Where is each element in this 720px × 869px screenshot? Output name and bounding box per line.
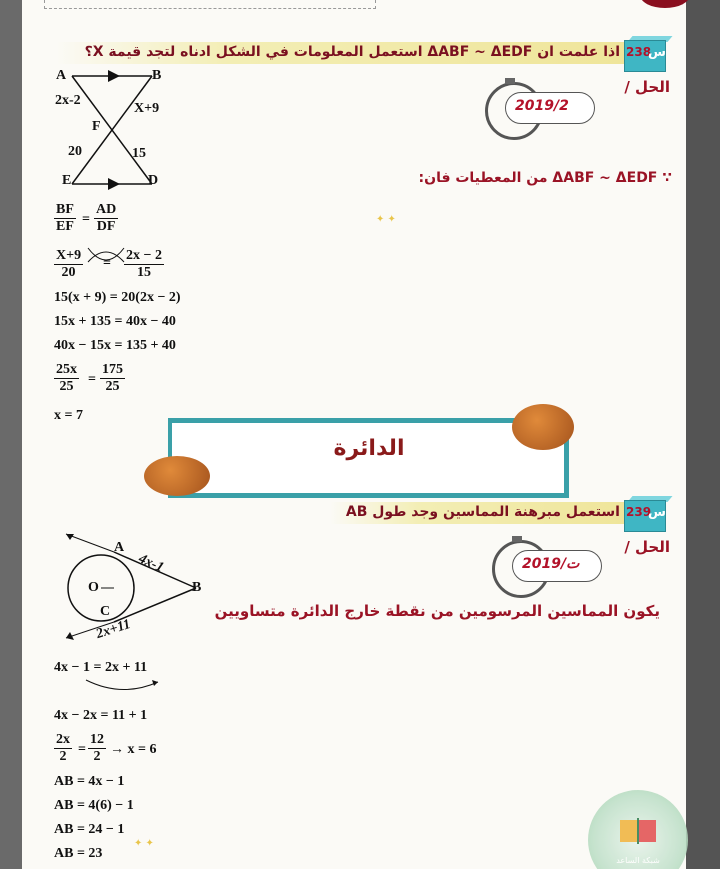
q239-step2-line: 4x − 2x = 11 + 1	[54, 708, 148, 723]
point-a-label: A	[56, 68, 67, 83]
left-background	[0, 0, 24, 869]
bowl-decoration-icon	[144, 456, 210, 496]
top-dashed-strip	[44, 0, 376, 9]
q239-number-badge	[624, 496, 676, 530]
q239-step1-line: 4x − 1 = 2x + 11	[54, 660, 148, 675]
segment-df-label: 15	[132, 146, 146, 161]
q239-step7-line: AB = 23	[54, 846, 103, 861]
q239-year: 2019/ت	[522, 556, 580, 572]
point-d-label: D	[148, 173, 159, 188]
q239-year-stamp	[492, 536, 607, 596]
q239-step6-line: AB = 24 − 1	[54, 822, 125, 837]
step7-line: x = 7	[54, 408, 83, 423]
q238-solution-label: الحل /	[624, 78, 670, 96]
right-background	[682, 0, 720, 869]
point-b-label: B	[192, 580, 202, 595]
equals-sign: =	[88, 372, 96, 387]
step1-left-fraction: $\frac{BF}{EF}$	[56, 202, 74, 234]
step2-right-fraction: $\frac{2x - 2}{15}$	[126, 248, 162, 280]
equals-sign: =	[103, 256, 111, 271]
q239-text: استعمل مبرهنة المماسين وجد طول AB	[345, 504, 620, 520]
q239-step5-line: AB = 4(6) − 1	[54, 798, 134, 813]
q239-theorem-statement: يكون المماسين المرسومين من نقطة خارج الدائرة متساويين	[214, 602, 660, 620]
equals-sign: =	[78, 742, 86, 757]
point-c-label: C	[100, 604, 111, 619]
segment-af-label: 2x-2	[55, 93, 81, 108]
cross-multiply-arrows-icon	[86, 244, 126, 270]
q238-number-badge	[624, 36, 676, 70]
sparkle-icon: ✦ ✦	[134, 838, 154, 849]
bowl-decoration-icon	[512, 404, 574, 450]
segment-ef-label: 20	[68, 144, 82, 159]
segment-bf-label: X+9	[134, 101, 160, 116]
step3-line: 15(x + 9) = 20(2x − 2)	[54, 290, 181, 305]
q238-given-statement: ∵ ΔABF ~ ΔEDF من المعطيات فان:	[418, 170, 672, 186]
q239-step4-line: AB = 4x − 1	[54, 774, 125, 789]
point-b-label: B	[152, 68, 162, 83]
step4-line: 15x + 135 = 40x − 40	[54, 314, 176, 329]
point-o-label: O	[88, 580, 99, 595]
sparkle-icon: ✦ ✦	[376, 214, 396, 225]
q239-step3-left-fraction: $\frac{2x}{2}$	[56, 732, 70, 764]
step1-right-fraction: $\frac{AD}{DF}$	[96, 202, 117, 234]
q239-label: س	[648, 505, 666, 520]
step5-line: 40x − 15x = 135 + 40	[54, 338, 176, 353]
step6-left-fraction: $\frac{25x}{25}$	[56, 362, 77, 394]
q238-text: اذا علمت ان ΔABF ~ ΔEDF استعمل المعلومات في الشكل ادناه لتجد قيمة X؟	[84, 44, 620, 60]
q239-solution-label: الحل /	[624, 538, 670, 556]
step6-right-fraction: $\frac{175}{25}$	[102, 362, 123, 394]
logo-caption: شبكة الساعد	[616, 856, 660, 865]
point-f-label: F	[92, 119, 101, 134]
q238-number: 238	[626, 45, 652, 59]
book-icon	[618, 816, 658, 846]
step2-left-fraction: $\frac{X+9}{20}$	[56, 248, 82, 280]
section-title: الدائرة	[333, 436, 405, 461]
swap-arrow-icon	[82, 676, 162, 696]
q238-label: س	[648, 45, 666, 60]
segment-ab-label: 4x-1	[136, 551, 166, 576]
q239-step3-result: → x = 6	[110, 742, 157, 757]
point-e-label: E	[62, 173, 72, 188]
q238-year: 2019/2	[515, 98, 569, 114]
point-a-label: A	[114, 540, 125, 555]
segment-cb-label: 2x+11	[94, 616, 133, 643]
q238-year-stamp	[485, 78, 600, 138]
q239-step3-right-fraction: $\frac{12}{2}$	[90, 732, 104, 764]
q239-number: 239	[626, 505, 652, 519]
equals-sign: =	[82, 212, 90, 227]
